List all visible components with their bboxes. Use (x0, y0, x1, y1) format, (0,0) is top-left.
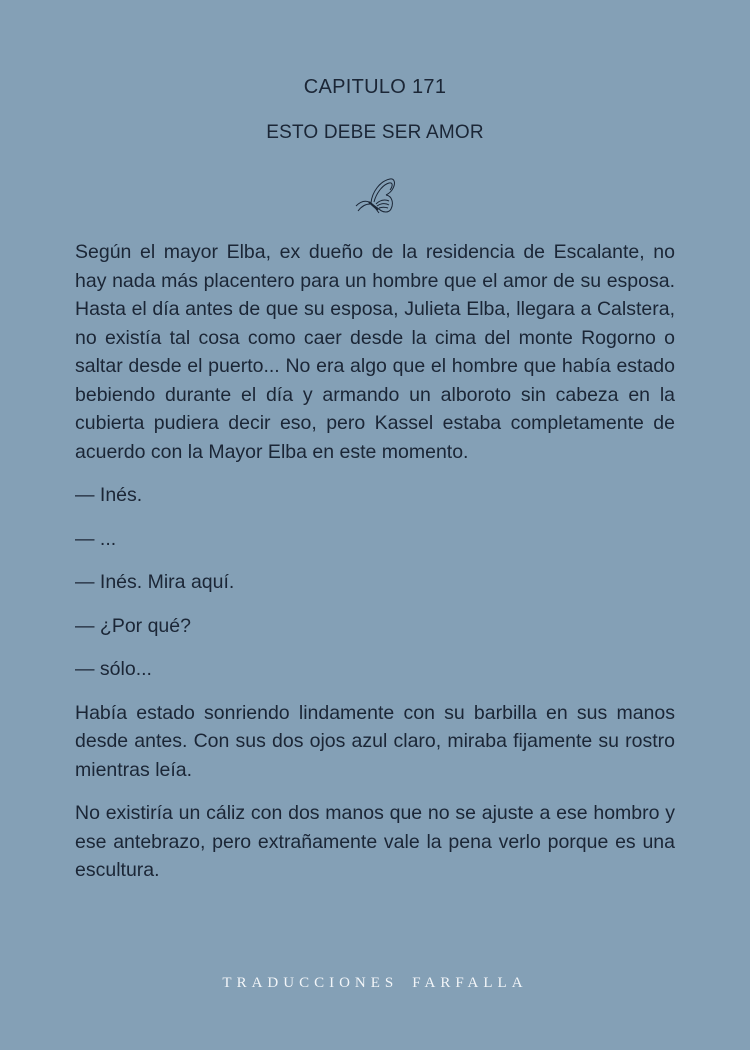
dialogue-line: — Inés. (75, 484, 143, 506)
dialogue-line: — ... (75, 527, 117, 550)
dialogue-line: — sólo... (75, 658, 152, 680)
dialogue-line: — ¿Por qué? (75, 614, 191, 637)
credit-right: FARFALLA (412, 975, 528, 991)
chapter-body (75, 238, 675, 900)
dialogue-line: — Inés. Mira aquí. (75, 571, 235, 593)
butterfly-icon (352, 176, 398, 216)
paragraph: Había estado sonriendo lindamente con su barbilla en sus manos desde antes. Con sus dos ojos azul claro, miraba fijamente su rostro mientras leía. (75, 701, 675, 781)
credit-left: TRADUCCIONES (222, 975, 399, 991)
paragraph: No existiría un cáliz con dos manos que no se ajuste a ese hombro y ese antebrazo, pero extrañamente vale la pena verlo porque es una escultura. (75, 802, 675, 881)
paragraph: Según el mayor Elba, ex dueño de la residencia de Escalante, no hay nada más placentero para un hombre que el amor de su esposa. Hasta el día antes de que su esposa, Julieta Elba, llegara a Calstera, no existía tal cosa como caer desde la cima del monte Rogorno o saltar desde el puerto... No era algo que el hombre que había estado bebiendo durante el día y armando un alboroto sin cabeza en la cubierta pudiera decir eso, pero Kassel estaba completamente de acuerdo con la Mayor Elba en este momento. (75, 241, 675, 463)
chapter-title: ESTO DEBE SER AMOR (266, 122, 484, 143)
chapter-number: CAPITULO 171 (303, 76, 447, 98)
translator-credit (0, 975, 750, 992)
